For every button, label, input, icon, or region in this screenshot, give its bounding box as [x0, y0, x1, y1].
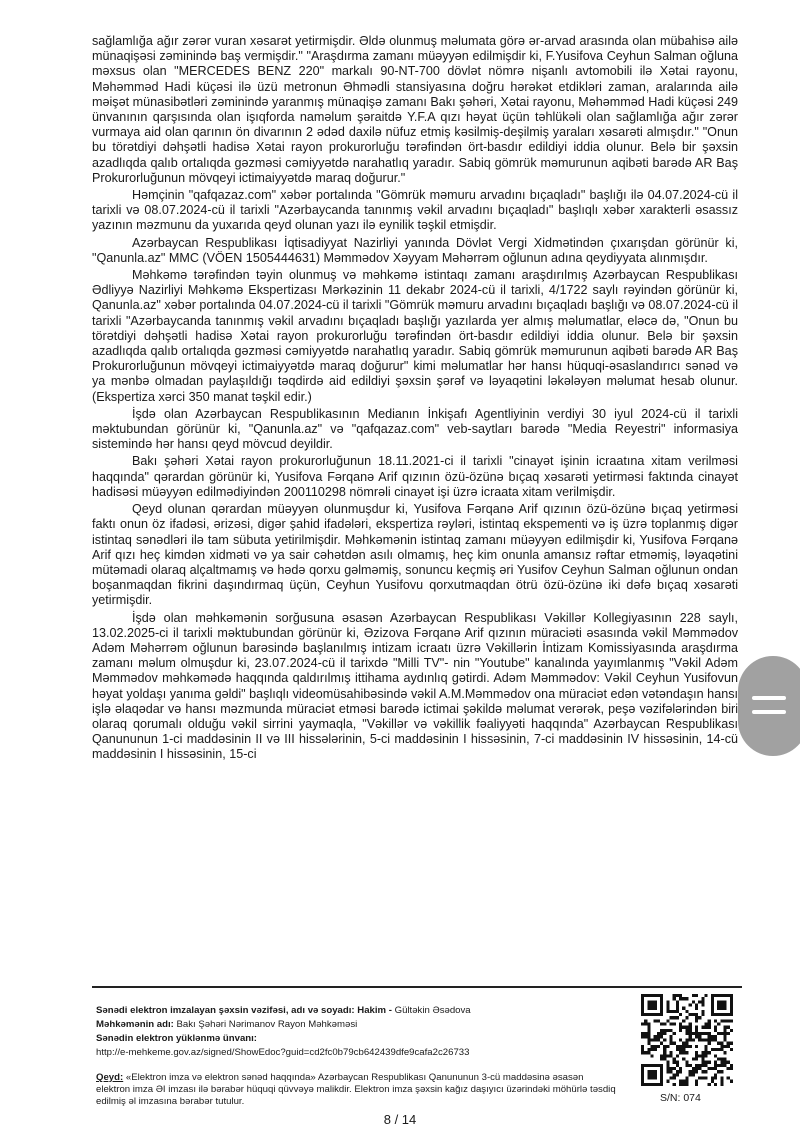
document-body	[92, 34, 738, 765]
paragraph: Məhkəmə tərəfindən təyin olunmuş və məhkəmə istintaqı zamanı araşdırılmış Azərbaycan Respublikası Ədliyyə Nazirliyi Məhkəmə Ekspertizası Mərkəzinin 11 dekabr 2024-cü il tarixli, 4/1722 saylı rəyindən görünür ki, Qanunla.az" xəbər portalında 04.07.2024-cü il tarixli "Gömrük məmuru arvadını bıçaqladı başlığı və 08.07.2024-cü il tarixli "Azərbaycanda tanınmış vəkil arvadını bıçaqladı başlığı yazılarda yer almış məlumatlar, eləcə də, "Onun bu törətdiyi dəhşətli hadisə Xətai rayon prokurorluğu tərəfindən ört-basdır edildiyi iddia olunur. Belə bir şəxsin azadlıqda qalıb ortalıqda gəzməsi cəmiyyətdə narahatlıq yaradır. Sabiq gömrük məmurunun aqibəti barədə AR Baş Prokurorluğunun mövqeyi ictimaiyyətdə maraq doğurur" kimi məlumatlar hər hansı hüquqi-əsaslandırıcı sənəd və ya mənbə olmadan paylaşıldığı təqdirdə aid edildiyi şəxsin şərəf və ləyaqətini ləkələyən məlumat hesab olunur. (Ekspertiza xərci 350 manat təşkil edir.)	[92, 268, 738, 404]
paragraph: İşdə olan Azərbaycan Respublikasının Medianın İnkişafı Agentliyinin verdiyi 30 iyul 2024-cü il tarixli məktubundan görünür ki, "Qanunla.az" və "qafqazaz.com" veb-saytları barədə "Media Reyestri" informasiya sistemində hər hansı qeyd mövcud deyildir.	[92, 406, 738, 452]
paragraph: İşdə olan məhkəmənin sorğusuna əsasən Azərbaycan Respublikası Vəkillər Kollegiyasının 228 saylı, 13.02.2025-ci il tarixli məktubundan görünür ki, Əzizova Fərqanə Arif qızının müraciəti əsasında vəkil Məmmədov Adəm Məhərrəm oğlunun barəsində başlanılmış intizam icraatı üzrə Vəkillərin İntizam Komissiyasında araşdırma zamanı məlum olmuşdur ki, 23.07.2024-cü il tarixdə "Milli TV"- nin "Youtube" kanalında yayımlanmış "Vəkil Adəm Məmmədov məhkəmədə haqqında qaldırılmış ittihama aydınlıq gətirdi. Adəm Məmmədov: Vəkil Ceyhun Yusifovun həyat yoldaşı yanıma gəldi" başlıqlı videomüsahibəsində vəkil A.M.Məmmədov ona müraciət edən vətəndaşın hansı işlə əlaqədar və hansı məzmunda müraciət etməsi barədə ictimai şəkildə məlumat verərək, peşə vəzifələrindən biri olaraq qorumalı olduğu vəkil sirrini yaymaqla, "Vəkillər və vəkillik fəaliyyəti haqqında" Azərbaycan Respublikası Qanununun 1-ci maddəsinin II və III hissələrinin, 5-ci maddəsinin I hissəsinin, 7-ci maddəsinin IV hissəsinin, 14-cü maddəsinin I hissəsinin, 15-ci	[92, 610, 738, 762]
paragraph: Qeyd olunan qərardan müəyyən olunmuşdur ki, Yusifova Fərqanə Arif qızının özü-özünə bıçaq yetirməsi faktı onun öz ifadəsi, ərizəsi, digər şahid ifadələri, ekspertiza rəyləri, istintaq ekspementi və iş üzrə toplanmış digər istintaq sənədləri ilə tam sübuta yetirilmişdir. Məhkəmənin istintaq zamanı müəyyən edilmişdir ki, Yusifova Fərqanə Arif qızı heç kimdən xidməti və ya sair cəhətdən asılı olmamış, heç kim onunla amansız rəftar etməmiş, ləyaqətini mütəmadi olaraq alçaltmamış və hədə qorxu gəlməmiş, sonuncu keçmiş əri Yusifov Ceyhun Salman oğlunun ondan boşanmaqdan fikrini daşındırmaq üçün, Ceyhun Yusifovu qorxutmaqdan ötrü özü-özünə iki dəfə bıçaq xəsarəti yetirmişdir.	[92, 502, 738, 608]
legal-note	[96, 1072, 616, 1107]
signature-block	[96, 1004, 616, 1060]
paragraph: sağlamlığa ağır zərər vuran xəsarət yetirmişdir. Əldə olunmuş məlumata görə ər-arvad arasında olan mübahisə ailə münaqişəsi zəminində baş vermişdir." "Araşdırma zamanı müəyyən edilmişdir ki, F.Yusifova Ceyhun Salman oğluna məxsus olan "MERCEDES BENZ 220" markalı 90-NT-700 dövlət nömrə nişanlı avtomobili ilə Xətai rayonu, Məhəmməd Hadi küçəsi ilə üzü metronun Əhmədli stansiyasına doğru hərəkət etdikləri zaman, aralarında ailə məişət münasibətləri zəminində yaranmış münaqişə zamanı Bakı şəhəri, Xətai rayonu, Məhəmməd Hadi küçəsi 249 ünvanının qarşısında olan işıqforda naməlum şəraitdə Y.F.A qızı həyat üçün təhlükəli olan sağlamlığa ağır zərər vurmaya aid olan qarının ön divarının 2 ədəd daxilə nüfuz etmiş kəsilmiş-deşilmiş yaraları xəsarəti almışdır." "Onun bu törətdiyi dəhşətli hadisə Xətai rayon prokurorluğu tərəfindən ört-basdır edildiyi iddia olunur. Belə bir şəxsin azadlıqda qalıb ortalıqda gəzməsi cəmiyyətdə narahatlıq yaradır. Sabiq gömrük məmurunun aqibəti barədə AR Baş Prokurorluğunun mövqeyi ictimaiyyətdə maraq doğurur."	[92, 34, 738, 185]
signer-name: Gültəkin Əsədova	[394, 1005, 471, 1016]
footer-divider	[92, 986, 742, 988]
address-label: Sənədin elektron yüklənmə ünvanı:	[96, 1033, 258, 1044]
signer-label: Sənədi elektron imzalayan şəxsin vəzifəsi, adı və soyadı: Hakim -	[96, 1005, 392, 1016]
note-label: Qeyd:	[96, 1072, 124, 1083]
menu-handle-icon[interactable]	[738, 656, 800, 756]
paragraph: Bakı şəhəri Xətai rayon prokurorluğunun 18.11.2021-ci il tarixli "cinayət işinin icraatına xitam verilməsi haqqında" qərardan görünür ki, Yusifova Fərqanə Arif qızının özü-özünə bıçaq xəsarəti yetirməsi faktında cinayət hadisəsi müəyyən edilmədiyindən 200110298 nömrəli cinayət işi üzrə icraata xitam verilmişdir.	[92, 454, 738, 499]
note-text: «Elektron imza və elektron sənəd haqqında» Azərbaycan Respublikası Qanununun 3-cü maddəsinə əsasən elektron imza ƏI imzası ilə bərabər hüquqi qüvvəyə malikdir. Elektron imza şəxsin kağız daşıyıcı üzərindəki möhürlə təsdiq edilmiş əl imzasına bərabər tutulur.	[96, 1072, 616, 1107]
serial-number: S/N: 074	[660, 1092, 701, 1104]
page-indicator: 8 / 14	[383, 1112, 417, 1127]
court-name: Bakı Şəhəri Nərimanov Rayon Məhkəməsi	[176, 1019, 358, 1030]
paragraph: Həmçinin "qafqazaz.com" xəbər portalında "Gömrük məmuru arvadını bıçaqladı" başlığı ilə 04.07.2024-cü il tarixli və 08.07.2024-cü il tarixli "Azərbaycanda tanınmış vəkil arvadını bıçaqladı" başlıqlı xəbər xarakterli əsassız yazının məzmunu da yuxarıda qeyd olunan yazı ilə eynilik təşkil etmişdir.	[92, 188, 738, 233]
qr-code-icon	[641, 994, 733, 1086]
court-label: Məhkəmənin adı:	[96, 1019, 174, 1030]
document-url[interactable]: http://e-mehkeme.gov.az/signed/ShowEdoc?guid=cd2fc0b79cb642439dfe9cafa2c26733	[96, 1047, 470, 1058]
paragraph: Azərbaycan Respublikası İqtisadiyyat Nazirliyi yanında Dövlət Vergi Xidmətindən çıxarışdan görünür ki, "Qanunla.az" MMC (VÖEN 1505444631) Məmmədov Xəyyam Məhərrəm oğlunun adına qeydiyyata alınmışdır.	[92, 235, 738, 265]
